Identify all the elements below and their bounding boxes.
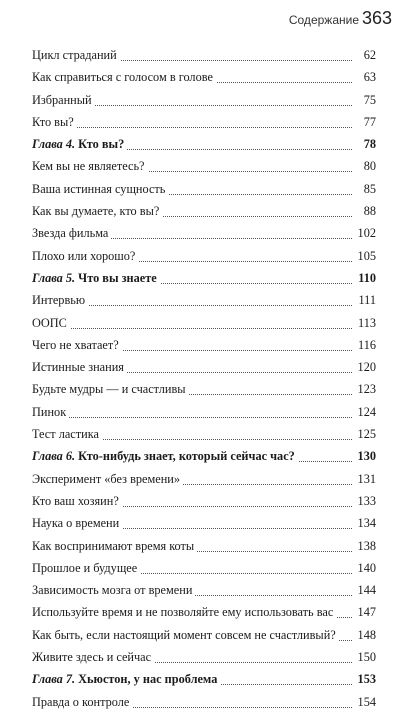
toc-entry-title: Кем вы не являетесь? <box>32 159 148 173</box>
toc-row <box>32 156 376 178</box>
toc-row <box>32 647 376 669</box>
toc-page-number: 125 <box>354 427 376 441</box>
toc-entry-title: Плохо или хорошо? <box>32 249 138 263</box>
toc-page-number: 88 <box>354 204 376 218</box>
toc-page-number: 120 <box>354 360 376 374</box>
toc-page-number: 148 <box>354 628 376 642</box>
toc-row <box>32 424 376 446</box>
page-number: 363 <box>361 8 392 28</box>
toc-page-number: 150 <box>354 650 376 664</box>
toc-entry-title: Как воспринимают время коты <box>32 539 197 553</box>
toc-row <box>32 402 376 424</box>
toc-entry-title: Чего не хватает? <box>32 338 122 352</box>
toc-entry-title: Интервью <box>32 293 88 307</box>
toc-page-number: 110 <box>354 271 376 285</box>
toc-row <box>32 469 376 491</box>
toc-entry-title <box>32 137 127 151</box>
toc-row <box>32 313 376 335</box>
toc-page-number: 111 <box>354 293 376 307</box>
toc-row <box>32 491 376 513</box>
toc-page-number: 85 <box>354 182 376 196</box>
chapter-label: Глава 6. <box>32 449 76 464</box>
toc-entry-title: Истинные знания <box>32 360 127 374</box>
toc-row <box>32 290 376 312</box>
toc-page-number: 133 <box>354 494 376 508</box>
chapter-title: Кто-нибудь знает, который сейчас час? <box>78 449 295 464</box>
toc-row <box>32 335 376 357</box>
section-title: Содержание <box>288 13 359 27</box>
toc-page-number: 77 <box>354 115 376 129</box>
toc-page-number: 153 <box>354 672 376 686</box>
toc-chapter-row <box>32 268 376 290</box>
toc-entry-title: Как вы думаете, кто вы? <box>32 204 162 218</box>
toc-chapter-row <box>32 669 376 691</box>
toc-row <box>32 90 376 112</box>
toc-entry-title <box>32 271 160 285</box>
toc-page-number: 80 <box>354 159 376 173</box>
toc-entry-title: Зависимость мозга от времени <box>32 583 195 597</box>
toc-page-number: 154 <box>354 695 376 709</box>
toc-row <box>32 625 376 647</box>
toc-page-number: 124 <box>354 405 376 419</box>
toc-entry-title: Ваша истинная сущность <box>32 182 168 196</box>
toc-entry-title: Как быть, если настоящий момент совсем не счастливый? <box>32 628 339 642</box>
toc-entry-title: Тест ластика <box>32 427 102 441</box>
toc-entry-title <box>32 672 220 686</box>
chapter-title: Хьюстон, у нас проблема <box>78 672 218 687</box>
toc-page-number: 78 <box>354 137 376 151</box>
toc-page-number: 138 <box>354 539 376 553</box>
toc-page-number: 116 <box>354 338 376 352</box>
toc-page-number: 130 <box>354 449 376 463</box>
toc-page-number: 147 <box>354 605 376 619</box>
toc-row <box>32 246 376 268</box>
toc-page-number: 123 <box>354 382 376 396</box>
toc-entry-title: Правда о контроле <box>32 695 132 709</box>
toc-row <box>32 513 376 535</box>
toc-row <box>32 379 376 401</box>
toc-entry-title: Прошлое и будущее <box>32 561 140 575</box>
toc-row <box>32 179 376 201</box>
table-of-contents <box>32 45 376 714</box>
chapter-title: Что вы знаете <box>78 270 157 285</box>
toc-page-number: 140 <box>354 561 376 575</box>
chapter-label: Глава 5. <box>32 270 76 285</box>
toc-page-number: 62 <box>354 48 376 62</box>
toc-row <box>32 223 376 245</box>
toc-page-number: 102 <box>354 226 376 240</box>
running-header <box>0 0 405 34</box>
toc-entry-title: Кто ваш хозяин? <box>32 494 122 508</box>
toc-page-number: 134 <box>354 516 376 530</box>
dot-leader <box>32 313 352 329</box>
toc-entry-title: Будьте мудры — и счастливы <box>32 382 189 396</box>
toc-entry-title: Используйте время и не позволяйте ему использовать вас <box>32 605 336 619</box>
toc-chapter-row <box>32 134 376 156</box>
toc-row <box>32 45 376 67</box>
toc-entry-title: Пинок <box>32 405 69 419</box>
toc-entry-title: Эксперимент «без времени» <box>32 472 183 486</box>
toc-entry-title: Цикл страданий <box>32 48 120 62</box>
toc-row <box>32 602 376 624</box>
toc-row <box>32 201 376 223</box>
toc-row <box>32 558 376 580</box>
toc-row <box>32 112 376 134</box>
toc-page-number: 144 <box>354 583 376 597</box>
toc-entry-title: Избранный <box>32 93 95 107</box>
toc-row <box>32 67 376 89</box>
chapter-label: Глава 4. <box>32 137 76 152</box>
dot-leader <box>32 112 352 128</box>
toc-chapter-row <box>32 446 376 468</box>
toc-page-number: 63 <box>354 70 376 84</box>
toc-row <box>32 536 376 558</box>
toc-page-number: 113 <box>354 316 376 330</box>
chapter-label: Глава 7. <box>32 672 76 687</box>
toc-row <box>32 357 376 379</box>
toc-row <box>32 580 376 602</box>
toc-entry-title: Живите здесь и сейчас <box>32 650 154 664</box>
toc-page-number: 105 <box>354 249 376 263</box>
toc-entry-title: Наука о времени <box>32 516 122 530</box>
toc-entry-title: Кто вы? <box>32 115 77 129</box>
chapter-title: Кто вы? <box>78 137 125 152</box>
toc-entry-title: Звезда фильма <box>32 226 111 240</box>
toc-entry-title <box>32 449 298 463</box>
dot-leader <box>32 402 352 418</box>
toc-entry-title: ООПС <box>32 316 70 330</box>
toc-row <box>32 692 376 714</box>
toc-entry-title: Как справиться с голосом в голове <box>32 70 216 84</box>
toc-page-number: 75 <box>354 93 376 107</box>
toc-page-number: 131 <box>354 472 376 486</box>
